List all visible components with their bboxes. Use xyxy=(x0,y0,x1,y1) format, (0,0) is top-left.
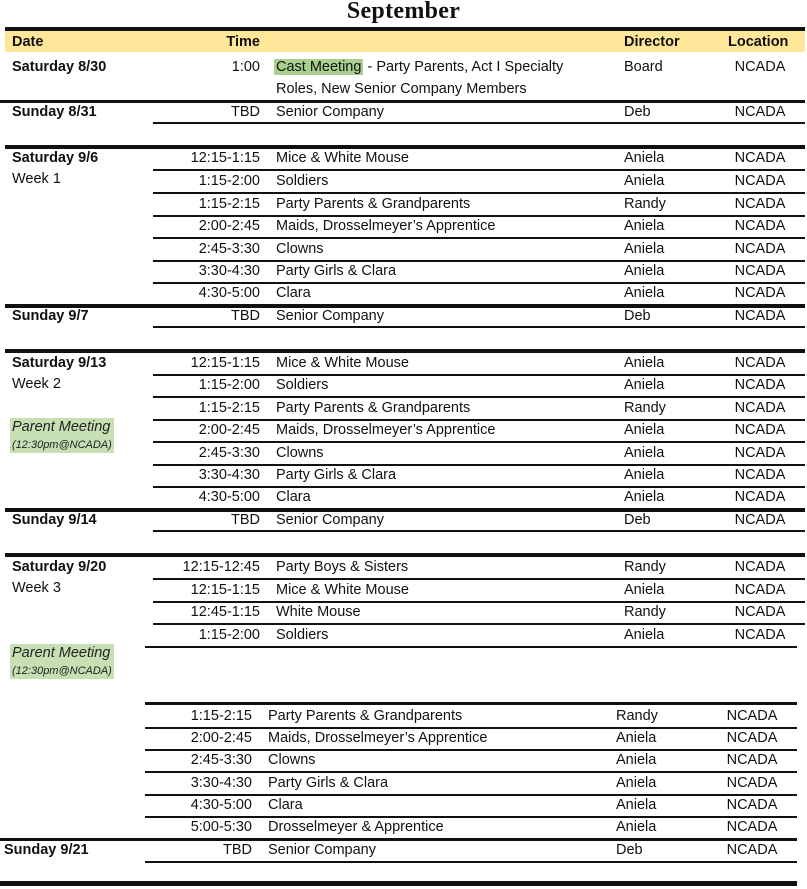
row-time: 2:45-3:30 xyxy=(190,752,252,768)
row-time: 4:30-5:00 xyxy=(190,797,252,813)
row-director: Aniela xyxy=(624,173,665,189)
row-divider xyxy=(5,304,805,308)
row-time: 5:00-5:30 xyxy=(190,819,252,835)
row-time: 12:45-1:15 xyxy=(190,604,260,620)
row-director: Aniela xyxy=(624,263,665,279)
row-location: NCADA xyxy=(734,559,786,575)
row-divider xyxy=(145,861,797,863)
row-description: Party Parents & Grandparents xyxy=(276,196,471,212)
row-location: NCADA xyxy=(726,708,778,724)
row-divider xyxy=(153,441,805,443)
row-location: NCADA xyxy=(734,582,786,598)
row-description: Party Girls & Clara xyxy=(276,263,397,279)
row-director: Aniela xyxy=(616,797,657,813)
row-time: 12:15-1:15 xyxy=(190,355,260,371)
row-time: TBD xyxy=(223,842,252,858)
row-time: 1:00 xyxy=(231,59,260,75)
row-director: Aniela xyxy=(624,489,665,505)
row-director: Randy xyxy=(624,604,666,620)
row-director: Aniela xyxy=(624,377,665,393)
row-time: 1:15-2:00 xyxy=(198,173,260,189)
row-location: NCADA xyxy=(734,263,786,279)
row-location: NCADA xyxy=(734,467,786,483)
row-director: Randy xyxy=(616,708,658,724)
row-description: Mice & White Mouse xyxy=(276,150,409,166)
row-divider xyxy=(0,838,797,841)
row-director: Aniela xyxy=(624,150,665,166)
row-location: NCADA xyxy=(734,173,786,189)
row-time: 1:15-2:00 xyxy=(198,627,260,643)
row-divider xyxy=(153,396,805,398)
row-divider xyxy=(0,881,797,886)
row-time: 4:30-5:00 xyxy=(198,285,260,301)
row-description: Party Parents & Grandparents xyxy=(268,708,463,724)
row-description: Maids, Drosselmeyer’s Apprentice xyxy=(276,218,496,234)
day-date: Sunday 8/31 xyxy=(12,104,97,120)
row-location: NCADA xyxy=(734,59,786,75)
row-director: Aniela xyxy=(624,422,665,438)
row-time: 1:15-2:00 xyxy=(198,377,260,393)
parent-meeting-note xyxy=(10,418,114,453)
row-divider xyxy=(153,623,805,625)
row-divider xyxy=(153,122,805,124)
row-description: Senior Company xyxy=(276,308,384,324)
row-divider xyxy=(153,578,805,580)
row-description: Senior Company xyxy=(276,512,384,528)
day-date: Saturday 9/6 xyxy=(12,150,99,166)
row-description: Maids, Drosselmeyer’s Apprentice xyxy=(268,730,488,746)
row-time: 2:45-3:30 xyxy=(198,241,260,257)
parent-meeting-label: Parent Meeting xyxy=(12,419,111,435)
row-location: NCADA xyxy=(726,752,778,768)
row-director: Aniela xyxy=(616,752,657,768)
cast-meeting-line2: Roles, New Senior Company Members xyxy=(276,81,527,97)
parent-meeting-note xyxy=(10,644,114,679)
week-label: Week 3 xyxy=(12,580,61,596)
row-description: Mice & White Mouse xyxy=(276,355,409,371)
row-director: Aniela xyxy=(624,582,665,598)
parent-meeting-detail: (12:30pm@NCADA) xyxy=(12,665,112,677)
row-director: Aniela xyxy=(624,467,665,483)
row-description: Clara xyxy=(276,489,311,505)
day-date: Sunday 9/21 xyxy=(4,842,89,858)
row-director: Aniela xyxy=(624,218,665,234)
row-divider xyxy=(153,326,805,328)
row-description: Senior Company xyxy=(268,842,376,858)
row-director: Aniela xyxy=(616,730,657,746)
row-location: NCADA xyxy=(734,104,786,120)
row-time: 12:15-12:45 xyxy=(182,559,260,575)
row-location: NCADA xyxy=(734,150,786,166)
header-director: Director xyxy=(624,34,680,50)
row-divider xyxy=(5,508,805,512)
row-time: 2:00-2:45 xyxy=(190,730,252,746)
row-location: NCADA xyxy=(726,842,778,858)
week-label: Week 2 xyxy=(12,376,61,392)
header-date: Date xyxy=(12,34,44,50)
row-divider xyxy=(153,169,805,171)
header-location: Location xyxy=(728,34,789,50)
row-description: Senior Company xyxy=(276,104,384,120)
row-location: NCADA xyxy=(726,730,778,746)
row-divider xyxy=(145,646,797,648)
day-date: Saturday 8/30 xyxy=(12,59,107,75)
row-time: 3:30-4:30 xyxy=(198,263,260,279)
row-divider xyxy=(145,702,797,705)
row-location: NCADA xyxy=(734,377,786,393)
row-director: Deb xyxy=(624,512,651,528)
row-description: Party Girls & Clara xyxy=(268,775,389,791)
row-description: Party Parents & Grandparents xyxy=(276,400,471,416)
row-description: Party Girls & Clara xyxy=(276,467,397,483)
row-location: NCADA xyxy=(734,218,786,234)
row-director: Aniela xyxy=(624,241,665,257)
parent-meeting-detail: (12:30pm@NCADA) xyxy=(12,439,112,451)
row-description: Clara xyxy=(268,797,303,813)
row-director: Randy xyxy=(624,559,666,575)
row-location: NCADA xyxy=(726,775,778,791)
row-director: Aniela xyxy=(624,285,665,301)
row-time: 4:30-5:00 xyxy=(198,489,260,505)
header-band xyxy=(5,31,805,52)
row-time: 3:30-4:30 xyxy=(198,467,260,483)
row-location: NCADA xyxy=(734,422,786,438)
row-location: NCADA xyxy=(726,797,778,813)
row-description: Drosselmeyer & Apprentice xyxy=(268,819,444,835)
week-label: Week 1 xyxy=(12,171,61,187)
row-location: NCADA xyxy=(734,445,786,461)
day-date: Sunday 9/7 xyxy=(12,308,89,324)
row-location: NCADA xyxy=(726,819,778,835)
row-time: TBD xyxy=(231,512,260,528)
row-divider xyxy=(145,771,797,773)
row-director: Aniela xyxy=(616,819,657,835)
cast-meeting-highlight: Cast Meeting xyxy=(276,59,362,75)
row-director: Aniela xyxy=(616,775,657,791)
row-time: 2:45-3:30 xyxy=(198,445,260,461)
row-divider xyxy=(153,237,805,239)
row-location: NCADA xyxy=(734,627,786,643)
row-director: Randy xyxy=(624,400,666,416)
row-location: NCADA xyxy=(734,512,786,528)
day-date: Saturday 9/20 xyxy=(12,559,107,575)
row-divider xyxy=(5,349,805,353)
row-director: Aniela xyxy=(624,627,665,643)
row-location: NCADA xyxy=(734,196,786,212)
row-description: Party Boys & Sisters xyxy=(276,559,409,575)
parent-meeting-label: Parent Meeting xyxy=(12,645,111,661)
row-director: Deb xyxy=(624,308,651,324)
row-description: Maids, Drosselmeyer’s Apprentice xyxy=(276,422,496,438)
cast-meeting-desc xyxy=(276,58,563,76)
header-time: Time xyxy=(226,34,260,50)
row-location: NCADA xyxy=(734,355,786,371)
row-director: Deb xyxy=(616,842,643,858)
row-description: Soldiers xyxy=(276,627,329,643)
row-director: Board xyxy=(624,59,663,75)
row-divider xyxy=(0,100,805,103)
cast-meeting-rest: - Party Parents, Act I Specialty xyxy=(363,59,564,75)
row-description: Mice & White Mouse xyxy=(276,582,409,598)
day-date: Saturday 9/13 xyxy=(12,355,107,371)
row-time: 1:15-2:15 xyxy=(198,400,260,416)
row-time: 2:00-2:45 xyxy=(198,422,260,438)
row-director: Aniela xyxy=(624,445,665,461)
row-time: 1:15-2:15 xyxy=(198,196,260,212)
row-time: 2:00-2:45 xyxy=(198,218,260,234)
row-description: White Mouse xyxy=(276,604,361,620)
row-divider xyxy=(153,192,805,194)
row-location: NCADA xyxy=(734,285,786,301)
row-time: TBD xyxy=(231,104,260,120)
day-date: Sunday 9/14 xyxy=(12,512,97,528)
row-description: Soldiers xyxy=(276,377,329,393)
row-director: Aniela xyxy=(624,355,665,371)
row-description: Clowns xyxy=(276,445,324,461)
row-time: TBD xyxy=(231,308,260,324)
row-time: 12:15-1:15 xyxy=(190,582,260,598)
row-divider xyxy=(5,553,805,557)
row-location: NCADA xyxy=(734,400,786,416)
row-location: NCADA xyxy=(734,241,786,257)
row-description: Clara xyxy=(276,285,311,301)
row-description: Clowns xyxy=(276,241,324,257)
row-time: 12:15-1:15 xyxy=(190,150,260,166)
row-location: NCADA xyxy=(734,604,786,620)
month-title: September xyxy=(346,0,461,24)
row-time: 1:15-2:15 xyxy=(190,708,252,724)
row-divider xyxy=(153,530,805,532)
row-time: 3:30-4:30 xyxy=(190,775,252,791)
row-description: Clowns xyxy=(268,752,316,768)
row-location: NCADA xyxy=(734,489,786,505)
row-director: Deb xyxy=(624,104,651,120)
row-location: NCADA xyxy=(734,308,786,324)
row-director: Randy xyxy=(624,196,666,212)
row-description: Soldiers xyxy=(276,173,329,189)
